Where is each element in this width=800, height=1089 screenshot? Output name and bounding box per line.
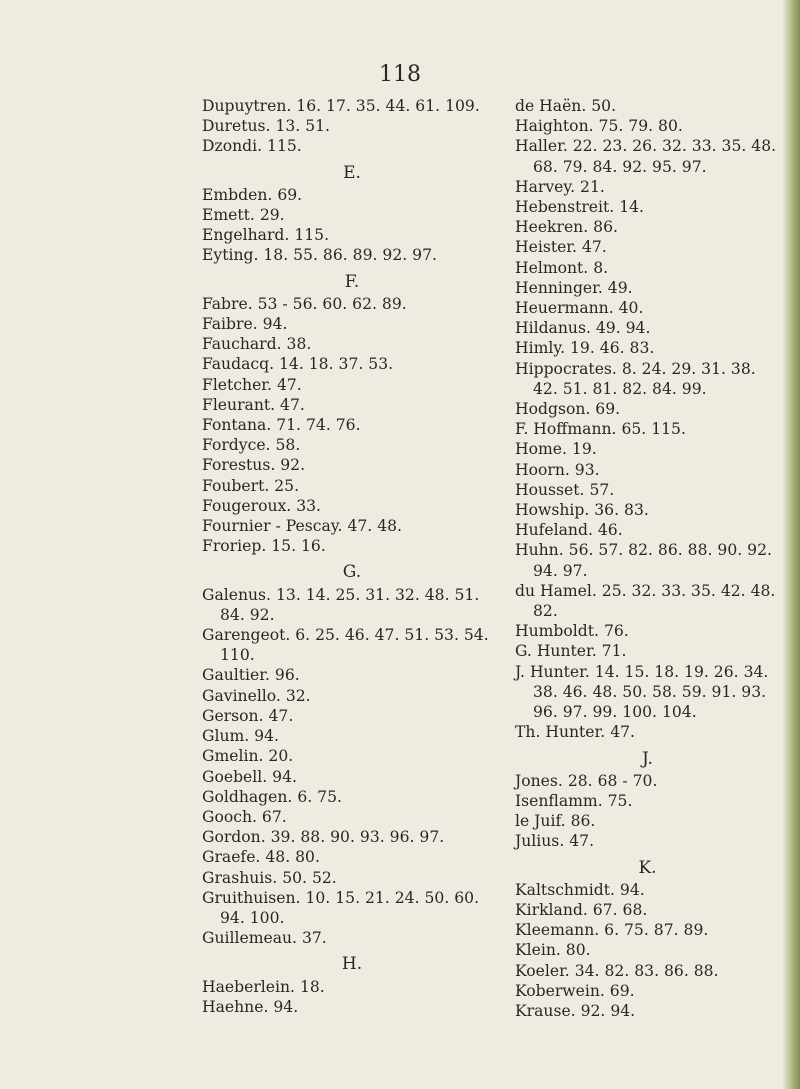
index-entry: Goldhagen. 6. 75.	[202, 787, 342, 806]
index-entry: Koberwein. 69.	[515, 981, 635, 1000]
index-entry: Gruithuisen. 10. 15. 21. 24. 50. 60. 94. 100.	[202, 888, 480, 927]
index-entry: Th. Hunter. 47.	[515, 723, 635, 742]
index-entry: Emett. 29.	[202, 206, 285, 225]
page-number: 118	[379, 62, 421, 87]
index-entry: Fauchard. 38.	[202, 335, 312, 354]
index-column-right	[515, 96, 780, 1021]
index-entry: Klein. 80.	[515, 941, 591, 960]
index-entry: Galenus. 13. 14. 25. 31. 32. 48. 51. 84. 92.	[202, 585, 480, 624]
index-entry: Glum. 94.	[202, 727, 279, 746]
index-entry: Fougeroux. 33.	[202, 496, 322, 515]
index-entry: Fontana. 71. 74. 76.	[202, 416, 361, 435]
index-entry: Heekren. 86.	[515, 218, 618, 237]
index-entry: Forestus. 92.	[202, 456, 306, 475]
index-entry: Heister. 47.	[515, 238, 607, 257]
letter-heading: F.	[344, 271, 360, 292]
index-entry: Guillemeau. 37.	[202, 929, 327, 948]
index-entry: Engelhard. 115.	[202, 226, 330, 245]
index-entry: Heuermann. 40.	[515, 299, 644, 318]
index-entry: Goebell. 94.	[202, 767, 297, 786]
index-entry: Home. 19.	[515, 440, 597, 459]
index-entry: Gooch. 67.	[202, 807, 287, 826]
index-entry: Duretus. 13. 51.	[202, 117, 331, 136]
index-entry: Haehne. 94.	[202, 997, 299, 1016]
index-entry: Gerson. 47.	[202, 706, 294, 725]
index-entry: Kaltschmidt. 94.	[515, 880, 645, 899]
letter-heading: E.	[343, 162, 361, 183]
index-entry: Helmont. 8.	[515, 258, 609, 277]
index-entry: Haeberlein. 18.	[202, 977, 325, 996]
index-entry: Hippocrates. 8. 24. 29. 31. 38. 42. 51. 81. 82. 84. 99.	[515, 359, 756, 398]
index-entry: Dzondi. 115.	[202, 137, 302, 156]
index-entry: G. Hunter. 71.	[515, 642, 627, 661]
index-entry: Housset. 57.	[515, 480, 615, 499]
index-entry: Kirkland. 67. 68.	[515, 900, 648, 919]
index-entry: F. Hoffmann. 65. 115.	[515, 420, 686, 439]
index-entry: Koeler. 34. 82. 83. 86. 88.	[515, 961, 719, 980]
letter-heading: H.	[341, 954, 363, 975]
index-entry: Gaultier. 96.	[202, 666, 300, 685]
index-entry: Kleemann. 6. 75. 87. 89.	[515, 921, 709, 940]
index-entry: Fabre. 53 - 56. 60. 62. 89.	[202, 294, 407, 313]
index-entry: Fleurant. 47.	[202, 395, 305, 414]
index-entry: du Hamel. 25. 32. 33. 35. 42. 48. 82.	[515, 581, 776, 621]
index-entry: Gavinello. 32.	[202, 686, 311, 705]
index-entry: J. Hunter. 14. 15. 18. 19. 26. 34. 38. 46. 48. 50. 58. 59. 91. 93. 96. 97. 99. 100. 104.	[515, 662, 769, 722]
index-entry: Garengeot. 6. 25. 46. 47. 51. 53. 54. 110.	[202, 626, 489, 665]
index-entry: Embden. 69.	[202, 185, 303, 204]
index-entry: Hebenstreit. 14.	[515, 198, 644, 217]
index-entry: Dupuytren. 16. 17. 35. 44. 61. 109.	[202, 97, 480, 115]
index-entry: Grashuis. 50. 52.	[202, 868, 337, 887]
index-entry: Huhn. 56. 57. 82. 86. 88. 90. 92. 94. 97.	[515, 541, 772, 580]
index-entry: Harvey. 21.	[515, 177, 605, 196]
index-entry: Faibre. 94.	[202, 315, 288, 334]
index-entry: Gordon. 39. 88. 90. 93. 96. 97.	[202, 828, 445, 847]
index-entry: Isenflamm. 75.	[515, 791, 633, 810]
index-entry: Hoorn. 93.	[515, 460, 600, 479]
index-entry: Haighton. 75. 79. 80.	[515, 117, 683, 136]
index-column-left	[202, 96, 502, 1017]
index-entry: Graefe. 48. 80.	[202, 848, 320, 867]
index-entry: Howship. 36. 83.	[515, 501, 649, 520]
index-entry: Henninger. 49.	[515, 278, 633, 297]
index-entry: Himly. 19. 46. 83.	[515, 339, 655, 358]
index-entry: Fournier - Pescay. 47. 48.	[202, 517, 403, 536]
page-edge-shadow	[782, 0, 800, 1089]
index-entry: Julius. 47.	[515, 832, 595, 851]
index-entry: Humboldt. 76.	[515, 622, 629, 641]
index-entry: Krause. 92. 94.	[515, 1001, 636, 1020]
index-entry: le Juif. 86.	[515, 812, 596, 831]
index-entry: Froriep. 15. 16.	[202, 537, 326, 556]
letter-heading: J.	[642, 748, 653, 769]
index-entry: Fordyce. 58.	[202, 436, 301, 455]
index-entry: Hildanus. 49. 94.	[515, 319, 651, 338]
letter-heading: K.	[638, 857, 657, 878]
index-entry: Faudacq. 14. 18. 37. 53.	[202, 355, 394, 374]
index-entry: Fletcher. 47.	[202, 375, 302, 394]
index-entry: Haller. 22. 23. 26. 32. 33. 35. 48. 68. 79. 84. 92. 95. 97.	[515, 137, 777, 176]
index-entry: Foubert. 25.	[202, 476, 300, 495]
index-entry: Hufeland. 46.	[515, 521, 623, 540]
index-entry: Eyting. 18. 55. 86. 89. 92. 97.	[202, 246, 437, 265]
index-entry: Hodgson. 69.	[515, 400, 621, 419]
index-entry: de Haën. 50.	[515, 97, 617, 115]
letter-heading: G.	[342, 562, 362, 583]
index-entry: Gmelin. 20.	[202, 747, 294, 766]
index-entry: Jones. 28. 68 - 70.	[515, 771, 658, 790]
